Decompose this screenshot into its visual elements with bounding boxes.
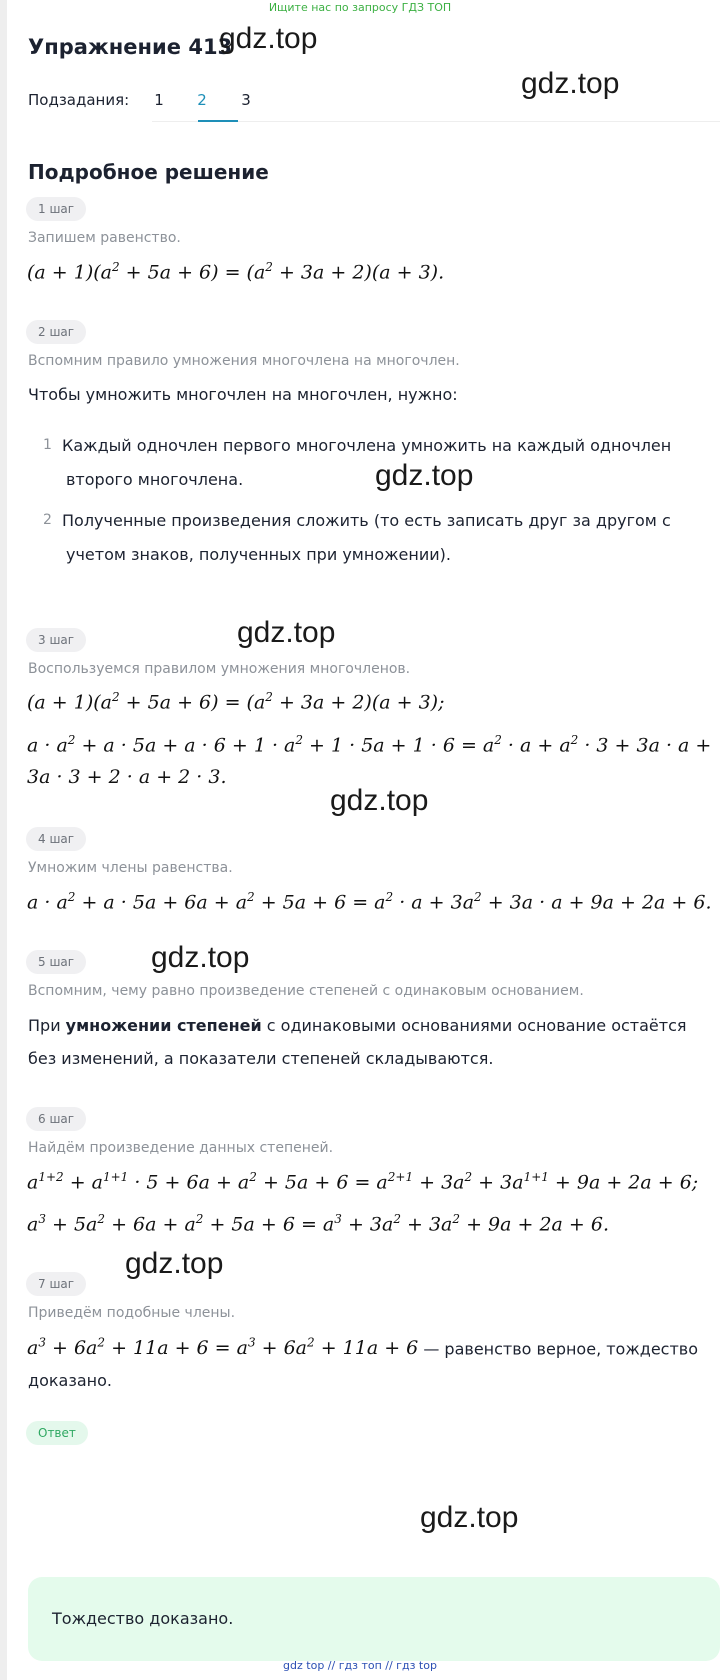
step-badge: 2 шаг bbox=[26, 320, 86, 344]
conclusion-text: — равенство верное, тождество bbox=[418, 1339, 698, 1359]
step-hint: Вспомним правило умножения многочлена на многочлен. bbox=[28, 353, 460, 369]
list-number: 1 bbox=[43, 437, 52, 453]
watermark: gdz.top bbox=[330, 784, 429, 817]
step-hint: Запишем равенство. bbox=[28, 230, 181, 246]
list-item: Полученные произведения сложить (то есть записать друг за другом с bbox=[62, 511, 671, 530]
rule-text: При умножении степеней с одинаковыми основаниями основание остаётся bbox=[28, 1016, 687, 1035]
watermark: gdz.top bbox=[219, 22, 318, 55]
answer-badge: Ответ bbox=[26, 1421, 88, 1445]
watermark: gdz.top bbox=[125, 1247, 224, 1280]
step-badge: 3 шаг bbox=[26, 628, 86, 652]
subtask-tab-1[interactable]: 1 bbox=[154, 91, 164, 109]
active-tab-indicator bbox=[198, 120, 238, 122]
step-hint: Воспользуемся правилом умножения многочленов. bbox=[28, 661, 411, 677]
footer-links[interactable]: gdz top // гдз топ // гдз top bbox=[283, 1659, 437, 1672]
watermark: gdz.top bbox=[420, 1501, 519, 1534]
rule-text-continuation: без изменений, а показатели степеней складываются. bbox=[28, 1049, 494, 1068]
step-badge: 5 шаг bbox=[26, 950, 86, 974]
list-item-continuation: второго многочлена. bbox=[66, 470, 244, 489]
answer-text: Тождество доказано. bbox=[52, 1609, 234, 1628]
subtasks-label: Подзадания: bbox=[28, 91, 130, 109]
list-item-continuation: учетом знаков, полученных при умножении). bbox=[66, 545, 451, 564]
equation: $a \cdot a^2 + a \cdot 5a + a \cdot 6 + 1 \cdot a^2 + 1 \cdot 5a + 1 \cdot 6 = a^2 \cdot a + a^2 \cdot 3 + 3a \cdot a$ + bbox=[27, 733, 712, 757]
subtask-tab-3[interactable]: 3 bbox=[241, 91, 251, 109]
step-hint: Вспомним, чему равно произведение степеней с одинаковым основанием. bbox=[28, 983, 584, 999]
conclusion-text-continuation: доказано. bbox=[28, 1371, 112, 1390]
step-hint: Приведём подобные члены. bbox=[28, 1305, 236, 1321]
equation: $a \cdot a^2 + a \cdot 5a + 6a + a^2 + 5a + 6 = a^2 \cdot a + 3a^2 + 3a \cdot a + 9a + 2a + 6$. bbox=[27, 890, 712, 914]
equation-continuation: 3a · 3 + 2 · a + 2 · 3. bbox=[27, 766, 227, 788]
rule-intro: Чтобы умножить многочлен на многочлен, нужно: bbox=[28, 385, 458, 404]
step-badge: 6 шаг bbox=[26, 1107, 86, 1131]
left-edge bbox=[0, 0, 7, 1680]
step-badge: 7 шаг bbox=[26, 1272, 86, 1296]
section-title: Подробное решение bbox=[28, 160, 269, 184]
list-number: 2 bbox=[43, 512, 52, 528]
equation: $(a + 1)(a^2 + 5a + 6) = (a^2 + 3a + 2)(a + 3)$. bbox=[27, 260, 445, 284]
equation: $a^{1+2} + a^{1+1} \cdot 5 + 6a + a^2 + 5a + 6 = a^{2+1} + 3a^2 + 3a^{1+1} + 9a + 2a + 6$; bbox=[27, 1170, 699, 1194]
equation: $a^3 + 6a^2 + 11a + 6 = a^3 + 6a^2 + 11a + 6$ bbox=[27, 1336, 419, 1360]
page-title: Упражнение 413 bbox=[28, 35, 233, 59]
watermark: gdz.top bbox=[521, 67, 620, 100]
equation: $(a + 1)(a^2 + 5a + 6) = (a^2 + 3a + 2)(a + 3)$; bbox=[27, 690, 445, 714]
watermark: gdz.top bbox=[151, 941, 250, 974]
step-badge: 4 шаг bbox=[26, 827, 86, 851]
watermark: gdz.top bbox=[375, 459, 474, 492]
list-item: Каждый одночлен первого многочлена умножить на каждый одночлен bbox=[62, 436, 672, 455]
top-promo[interactable]: Ищите нас по запросу ГДЗ ТОП bbox=[268, 1, 452, 14]
equation: $a^3 + 5a^2 + 6a + a^2 + 5a + 6 = a^3 + 3a^2 + 3a^2 + 9a + 2a + 6$. bbox=[27, 1212, 609, 1236]
subtask-tab-2[interactable]: 2 bbox=[197, 91, 207, 109]
step-hint: Найдём произведение данных степеней. bbox=[28, 1140, 334, 1156]
step-hint: Умножим члены равенства. bbox=[28, 860, 233, 876]
conclusion-line bbox=[27, 1336, 698, 1359]
step-badge: 1 шаг bbox=[26, 197, 86, 221]
watermark: gdz.top bbox=[237, 616, 336, 649]
